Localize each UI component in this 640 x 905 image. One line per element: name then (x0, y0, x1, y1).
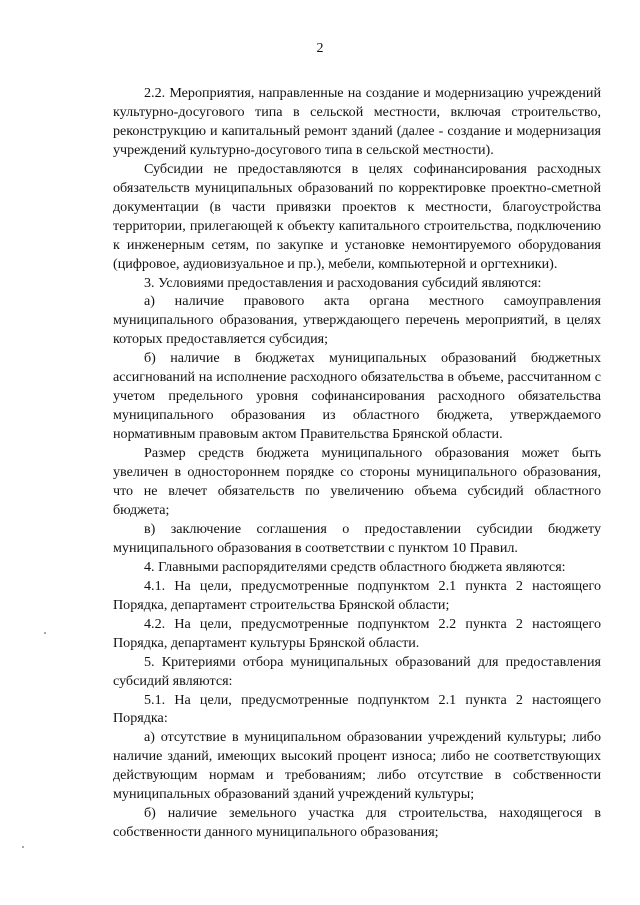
paragraph-3v: в) заключение соглашения о предоставлении субсидии бюджету муниципального образования в соответствии с пунктом 10 Правил. (113, 520, 601, 556)
paragraph-5-1b: б) наличие земельного участка для строительства, находящегося в собственности данного муниципального образования; (113, 805, 601, 841)
paragraph-5-criteria: 5. Критериями отбора муниципальных образований для предоставления субсидий являются: (113, 653, 601, 689)
document-body (113, 84, 601, 842)
paragraph-budget-size: Размер средств бюджета муниципального образования может быть увеличен в одностороннем порядке со стороны муниципального образования, что не влечет обязательств по увеличению объема субсидий областного бюджета; (113, 445, 601, 518)
paragraph-5-1a: а) отсутствие в муниципальном образовании учреждений культуры; либо наличие зданий, имеющих высокий процент износа; либо не соответствующих действующим нормам и требованиям; либо отсутствие в собственности муниципальных образований зданий учреждений культуры; (113, 729, 601, 803)
paragraph-3b: б) наличие в бюджетах муниципальных образований бюджетных ассигнований на исполнение расходного обязательства в объеме, рассчитанном с учетом предельного уровня софинансирования расходного обязательства муниципального образования из областного бюджета, утверждаемого нормативным правовым актом Правительства Брянской области. (113, 350, 601, 443)
paragraph-3-conditions: 3. Условиями предоставления и расходования субсидий являются: (144, 274, 542, 291)
paragraph-2-2: 2.2. Мероприятия, направленные на создание и модернизацию учреждений культурно-досугового типа в сельской местности, включая строительство, реконструкцию и капитальный ремонт зданий (далее - создание и модернизация учреждений культурно-досугового типа в сельской местности). (113, 85, 601, 158)
page-number: 2 (316, 41, 324, 56)
paragraph-4-managers: 4. Главными распорядителями средств областного бюджета являются: (144, 558, 566, 575)
paragraph-4-1: 4.1. На цели, предусмотренные подпунктом 2.1 пункта 2 настоящего Порядка, департамент строительства Брянской области; (113, 577, 601, 613)
scan-artifact (44, 632, 46, 634)
paragraph-3a: а) наличие правового акта органа местного самоуправления муниципального образования, утверждающего перечень мероприятий, в целях которых предоставляется субсидия; (113, 293, 601, 348)
paragraph-subsidy-exclusions: Субсидии не предоставляются в целях софинансирования расходных обязательств муниципальных образований по корректировке проектно-сметной документации (в части привязки проектов к местности, благоустройства территории, прилегающей к объекту капитального строительства, подключению к инженерным сетям, по закупке и установке немонтируемого оборудования (цифровое, аудиовизуальное и пр.), мебели, компьютерной и оргтехники). (113, 160, 601, 272)
paragraph-5-1: 5.1. На цели, предусмотренные подпунктом 2.1 пункта 2 настоящего Порядка: (113, 691, 601, 727)
paragraph-4-2: 4.2. На цели, предусмотренные подпунктом 2.2 пункта 2 настоящего Порядка, департамент культуры Брянской области. (113, 615, 601, 651)
scan-artifact (22, 846, 24, 848)
